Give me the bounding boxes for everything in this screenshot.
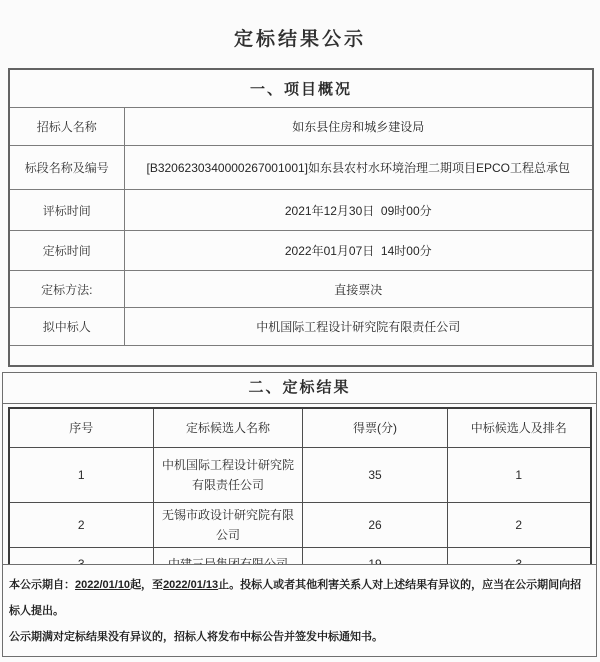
field-label-section-name: 标段名称及编号 bbox=[9, 146, 124, 190]
field-value-proposed-winner: 中机国际工程设计研究院有限责任公司 bbox=[124, 308, 593, 346]
project-overview-table bbox=[8, 68, 594, 367]
results-section bbox=[2, 372, 597, 657]
cell-rank: 1 bbox=[448, 448, 591, 503]
cell-rank: 2 bbox=[448, 503, 591, 548]
notice-line1-suffix: 止。投标人或者其他利害关系人对上述结果有异议的，应当在公示期间向招标人提出。 bbox=[9, 579, 582, 617]
field-label-bidder: 招标人名称 bbox=[9, 108, 124, 146]
table-row bbox=[9, 146, 593, 190]
publicity-end-date: 2022/01/13 bbox=[163, 579, 219, 591]
result-row bbox=[9, 503, 591, 548]
field-value-section-name: [B3206230340000267001001]如东县农村水环境治理二期项目EPCO工程总承包 bbox=[124, 146, 593, 190]
field-label-evaluation-time: 评标时间 bbox=[9, 190, 124, 231]
table-row bbox=[9, 190, 593, 231]
field-value-award-method: 直接票决 bbox=[124, 271, 593, 308]
field-label-proposed-winner: 拟中标人 bbox=[9, 308, 124, 346]
publicity-start-date: 2022/01/10 bbox=[75, 579, 131, 591]
field-value-evaluation-time: 2021年12月30日 09时00分 bbox=[124, 190, 593, 231]
cell-name: 中机国际工程设计研究院有限责任公司 bbox=[154, 448, 303, 503]
page-title: 定标结果公示 bbox=[233, 29, 366, 50]
field-label-award-method: 定标方法: bbox=[9, 271, 124, 308]
cell-votes: 26 bbox=[303, 503, 448, 548]
notice-line1 bbox=[9, 572, 590, 624]
cell-name: 无锡市政设计研究院有限公司 bbox=[154, 503, 303, 548]
cell-no: 1 bbox=[9, 448, 154, 503]
col-header-votes: 得票(分) bbox=[303, 408, 448, 448]
notice-line2: 公示期满对定标结果没有异议的，招标人将发布中标公告并签发中标通知书。 bbox=[9, 631, 383, 643]
notice-box bbox=[2, 564, 597, 657]
result-row bbox=[9, 448, 591, 503]
field-value-bidder: 如东县住房和城乡建设局 bbox=[124, 108, 593, 146]
table-row bbox=[9, 108, 593, 146]
field-label-award-time: 定标时间 bbox=[9, 231, 124, 271]
table-row bbox=[9, 271, 593, 308]
cell-votes: 35 bbox=[303, 448, 448, 503]
table-row-empty bbox=[9, 346, 593, 367]
notice-line1-prefix: 本公示期自： bbox=[9, 579, 75, 591]
col-header-name: 定标候选人名称 bbox=[154, 408, 303, 448]
col-header-no: 序号 bbox=[9, 408, 154, 448]
cell-no: 2 bbox=[9, 503, 154, 548]
section1-header: 一、项目概况 bbox=[9, 69, 593, 108]
results-header-row bbox=[9, 408, 591, 448]
section2-header: 二、定标结果 bbox=[3, 373, 596, 404]
empty-cell bbox=[9, 346, 593, 367]
table-row bbox=[9, 308, 593, 346]
notice-line1-mid: 起，至 bbox=[130, 579, 164, 591]
field-value-award-time: 2022年01月07日 14时00分 bbox=[124, 231, 593, 271]
col-header-rank: 中标候选人及排名 bbox=[448, 408, 591, 448]
table-row bbox=[9, 231, 593, 271]
